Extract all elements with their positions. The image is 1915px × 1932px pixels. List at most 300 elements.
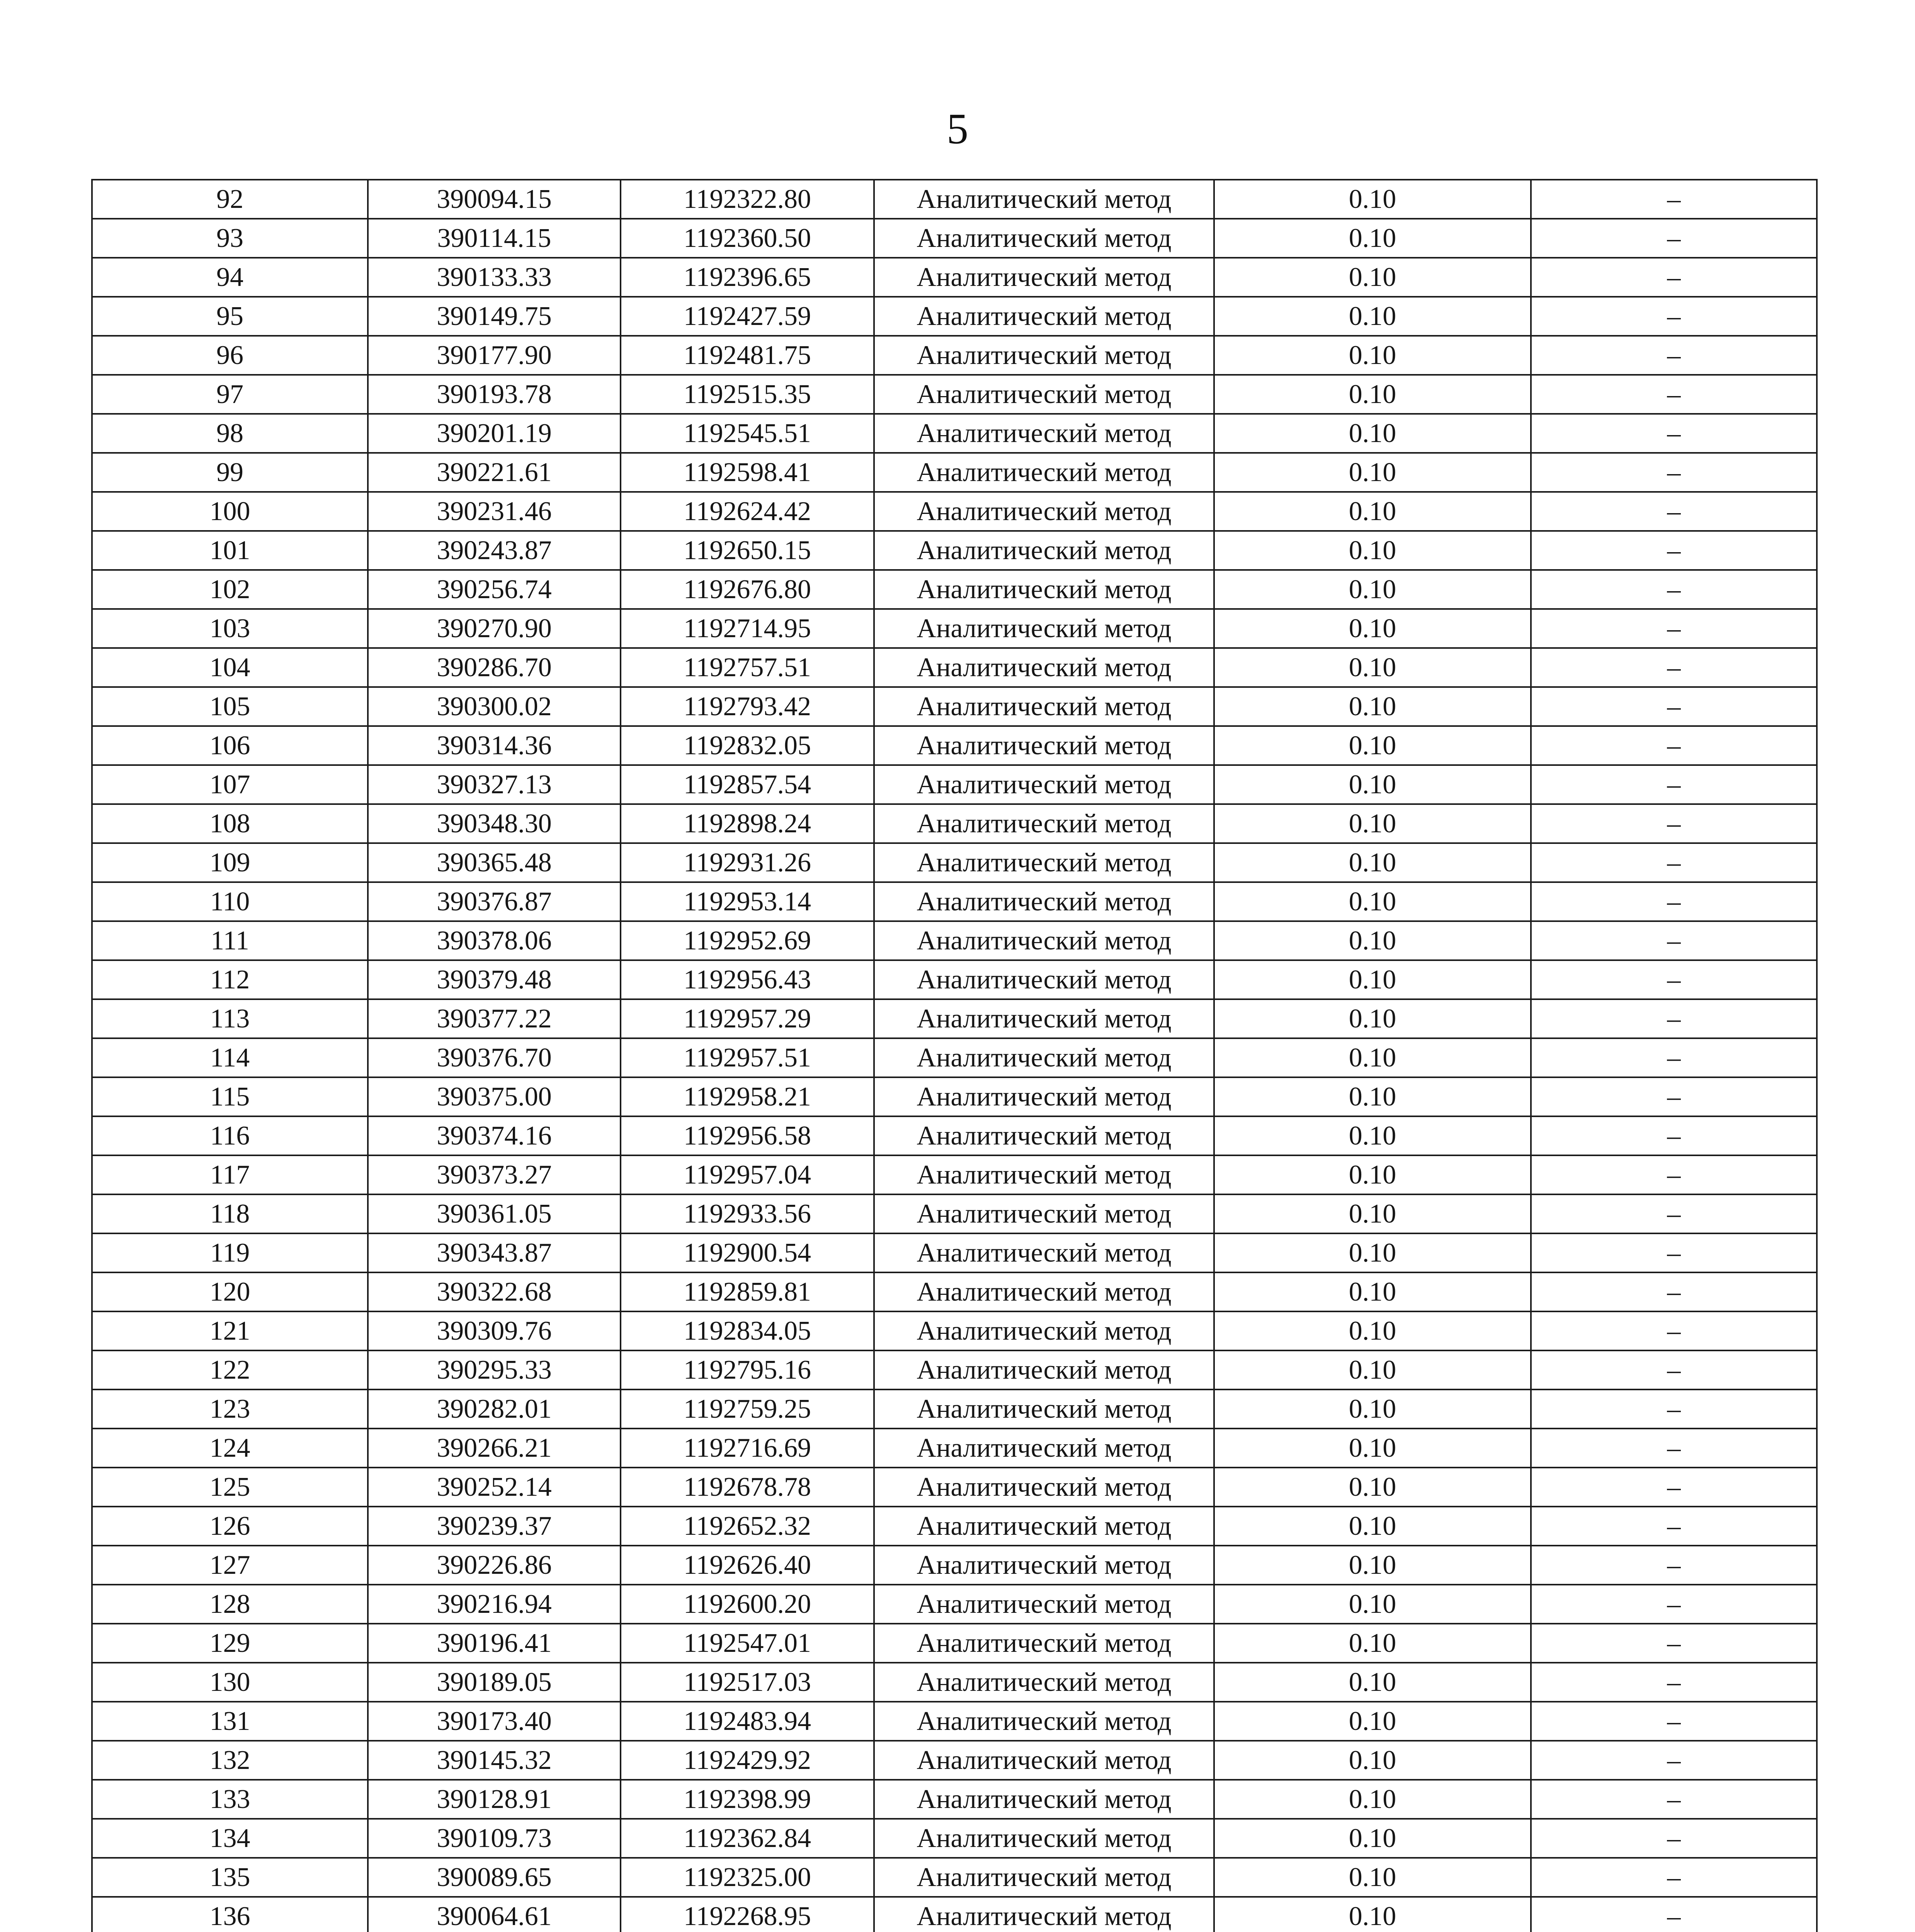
table-row — [92, 1546, 1817, 1585]
table-row — [92, 297, 1817, 336]
point-number-cell: 120 — [92, 1272, 368, 1311]
y-coordinate-cell: 1192398.99 — [621, 1780, 874, 1819]
method-cell: Аналитический метод — [874, 843, 1214, 882]
accuracy-cell: 0.10 — [1214, 1507, 1531, 1546]
point-number-cell: 110 — [92, 882, 368, 921]
point-number-cell: 109 — [92, 843, 368, 882]
table-row — [92, 1116, 1817, 1155]
point-number-cell: 96 — [92, 336, 368, 375]
point-number-cell: 114 — [92, 1038, 368, 1077]
x-coordinate-cell: 390094.15 — [368, 180, 621, 219]
accuracy-cell: 0.10 — [1214, 414, 1531, 453]
y-coordinate-cell: 1192956.58 — [621, 1116, 874, 1155]
method-cell: Аналитический метод — [874, 1468, 1214, 1507]
point-number-cell: 94 — [92, 258, 368, 297]
x-coordinate-cell: 390243.87 — [368, 531, 621, 570]
point-number-cell: 121 — [92, 1311, 368, 1350]
x-coordinate-cell: 390379.48 — [368, 960, 621, 999]
method-cell: Аналитический метод — [874, 726, 1214, 765]
table-row — [92, 921, 1817, 960]
y-coordinate-cell: 1192956.43 — [621, 960, 874, 999]
note-cell: – — [1531, 375, 1817, 414]
table-row — [92, 1233, 1817, 1272]
x-coordinate-cell: 390327.13 — [368, 765, 621, 804]
note-cell: – — [1531, 1702, 1817, 1741]
x-coordinate-cell: 390309.76 — [368, 1311, 621, 1350]
note-cell: – — [1531, 258, 1817, 297]
table-row — [92, 1741, 1817, 1780]
x-coordinate-cell: 390226.86 — [368, 1546, 621, 1585]
point-number-cell: 104 — [92, 648, 368, 687]
method-cell: Аналитический метод — [874, 297, 1214, 336]
accuracy-cell: 0.10 — [1214, 1819, 1531, 1858]
method-cell: Аналитический метод — [874, 687, 1214, 726]
x-coordinate-cell: 390239.37 — [368, 1507, 621, 1546]
accuracy-cell: 0.10 — [1214, 375, 1531, 414]
note-cell: – — [1531, 1741, 1817, 1780]
accuracy-cell: 0.10 — [1214, 1429, 1531, 1468]
method-cell: Аналитический метод — [874, 1350, 1214, 1389]
method-cell: Аналитический метод — [874, 375, 1214, 414]
y-coordinate-cell: 1192714.95 — [621, 609, 874, 648]
x-coordinate-cell: 390282.01 — [368, 1389, 621, 1429]
note-cell: – — [1531, 843, 1817, 882]
x-coordinate-cell: 390196.41 — [368, 1624, 621, 1663]
table-row — [92, 1389, 1817, 1429]
method-cell: Аналитический метод — [874, 258, 1214, 297]
point-number-cell: 100 — [92, 492, 368, 531]
y-coordinate-cell: 1192598.41 — [621, 453, 874, 492]
table-row — [92, 1702, 1817, 1741]
y-coordinate-cell: 1192362.84 — [621, 1819, 874, 1858]
x-coordinate-cell: 390193.78 — [368, 375, 621, 414]
x-coordinate-cell: 390114.15 — [368, 219, 621, 258]
note-cell: – — [1531, 219, 1817, 258]
accuracy-cell: 0.10 — [1214, 336, 1531, 375]
method-cell: Аналитический метод — [874, 531, 1214, 570]
y-coordinate-cell: 1192857.54 — [621, 765, 874, 804]
point-number-cell: 126 — [92, 1507, 368, 1546]
note-cell: – — [1531, 687, 1817, 726]
x-coordinate-cell: 390375.00 — [368, 1077, 621, 1116]
x-coordinate-cell: 390365.48 — [368, 843, 621, 882]
y-coordinate-cell: 1192626.40 — [621, 1546, 874, 1585]
point-number-cell: 129 — [92, 1624, 368, 1663]
y-coordinate-cell: 1192268.95 — [621, 1897, 874, 1932]
note-cell: – — [1531, 1780, 1817, 1819]
note-cell: – — [1531, 1819, 1817, 1858]
y-coordinate-cell: 1192429.92 — [621, 1741, 874, 1780]
x-coordinate-cell: 390286.70 — [368, 648, 621, 687]
table-row — [92, 180, 1817, 219]
table-row — [92, 1194, 1817, 1233]
accuracy-cell: 0.10 — [1214, 687, 1531, 726]
note-cell: – — [1531, 1897, 1817, 1932]
accuracy-cell: 0.10 — [1214, 609, 1531, 648]
method-cell: Аналитический метод — [874, 180, 1214, 219]
method-cell: Аналитический метод — [874, 882, 1214, 921]
table-row — [92, 1585, 1817, 1624]
y-coordinate-cell: 1192795.16 — [621, 1350, 874, 1389]
point-number-cell: 123 — [92, 1389, 368, 1429]
accuracy-cell: 0.10 — [1214, 765, 1531, 804]
x-coordinate-cell: 390173.40 — [368, 1702, 621, 1741]
point-number-cell: 105 — [92, 687, 368, 726]
y-coordinate-cell: 1192600.20 — [621, 1585, 874, 1624]
note-cell: – — [1531, 1429, 1817, 1468]
accuracy-cell: 0.10 — [1214, 648, 1531, 687]
point-number-cell: 108 — [92, 804, 368, 843]
note-cell: – — [1531, 1311, 1817, 1350]
table-row — [92, 882, 1817, 921]
x-coordinate-cell: 390109.73 — [368, 1819, 621, 1858]
note-cell: – — [1531, 492, 1817, 531]
y-coordinate-cell: 1192900.54 — [621, 1233, 874, 1272]
note-cell: – — [1531, 1077, 1817, 1116]
y-coordinate-cell: 1192898.24 — [621, 804, 874, 843]
y-coordinate-cell: 1192652.32 — [621, 1507, 874, 1546]
accuracy-cell: 0.10 — [1214, 1741, 1531, 1780]
method-cell: Аналитический метод — [874, 804, 1214, 843]
table-row — [92, 999, 1817, 1038]
y-coordinate-cell: 1192325.00 — [621, 1858, 874, 1897]
note-cell: – — [1531, 960, 1817, 999]
x-coordinate-cell: 390314.36 — [368, 726, 621, 765]
point-number-cell: 117 — [92, 1155, 368, 1194]
method-cell: Аналитический метод — [874, 1389, 1214, 1429]
method-cell: Аналитический метод — [874, 1663, 1214, 1702]
table-row — [92, 804, 1817, 843]
accuracy-cell: 0.10 — [1214, 843, 1531, 882]
accuracy-cell: 0.10 — [1214, 921, 1531, 960]
table-row — [92, 648, 1817, 687]
method-cell: Аналитический метод — [874, 1233, 1214, 1272]
method-cell: Аналитический метод — [874, 1702, 1214, 1741]
y-coordinate-cell: 1192834.05 — [621, 1311, 874, 1350]
note-cell: – — [1531, 609, 1817, 648]
accuracy-cell: 0.10 — [1214, 1350, 1531, 1389]
table-row — [92, 336, 1817, 375]
method-cell: Аналитический метод — [874, 921, 1214, 960]
method-cell: Аналитический метод — [874, 648, 1214, 687]
y-coordinate-cell: 1192716.69 — [621, 1429, 874, 1468]
point-number-cell: 111 — [92, 921, 368, 960]
accuracy-cell: 0.10 — [1214, 1897, 1531, 1932]
accuracy-cell: 0.10 — [1214, 726, 1531, 765]
point-number-cell: 113 — [92, 999, 368, 1038]
y-coordinate-cell: 1192515.35 — [621, 375, 874, 414]
table-row — [92, 726, 1817, 765]
note-cell: – — [1531, 1389, 1817, 1429]
x-coordinate-cell: 390266.21 — [368, 1429, 621, 1468]
y-coordinate-cell: 1192957.29 — [621, 999, 874, 1038]
coordinates-table-body — [92, 180, 1817, 1932]
table-row — [92, 414, 1817, 453]
method-cell: Аналитический метод — [874, 414, 1214, 453]
accuracy-cell: 0.10 — [1214, 1468, 1531, 1507]
y-coordinate-cell: 1192933.56 — [621, 1194, 874, 1233]
accuracy-cell: 0.10 — [1214, 1546, 1531, 1585]
x-coordinate-cell: 390064.61 — [368, 1897, 621, 1932]
point-number-cell: 124 — [92, 1429, 368, 1468]
point-number-cell: 130 — [92, 1663, 368, 1702]
y-coordinate-cell: 1192427.59 — [621, 297, 874, 336]
x-coordinate-cell: 390377.22 — [368, 999, 621, 1038]
point-number-cell: 107 — [92, 765, 368, 804]
point-number-cell: 98 — [92, 414, 368, 453]
note-cell: – — [1531, 180, 1817, 219]
point-number-cell: 112 — [92, 960, 368, 999]
note-cell: – — [1531, 531, 1817, 570]
method-cell: Аналитический метод — [874, 960, 1214, 999]
x-coordinate-cell: 390252.14 — [368, 1468, 621, 1507]
accuracy-cell: 0.10 — [1214, 180, 1531, 219]
x-coordinate-cell: 390373.27 — [368, 1155, 621, 1194]
note-cell: – — [1531, 1233, 1817, 1272]
y-coordinate-cell: 1192957.04 — [621, 1155, 874, 1194]
method-cell: Аналитический метод — [874, 999, 1214, 1038]
table-row — [92, 1819, 1817, 1858]
y-coordinate-cell: 1192953.14 — [621, 882, 874, 921]
method-cell: Аналитический метод — [874, 1155, 1214, 1194]
note-cell: – — [1531, 726, 1817, 765]
method-cell: Аналитический метод — [874, 492, 1214, 531]
note-cell: – — [1531, 882, 1817, 921]
note-cell: – — [1531, 570, 1817, 609]
point-number-cell: 128 — [92, 1585, 368, 1624]
point-number-cell: 95 — [92, 297, 368, 336]
y-coordinate-cell: 1192759.25 — [621, 1389, 874, 1429]
x-coordinate-cell: 390201.19 — [368, 414, 621, 453]
method-cell: Аналитический метод — [874, 765, 1214, 804]
method-cell: Аналитический метод — [874, 1194, 1214, 1233]
note-cell: – — [1531, 1585, 1817, 1624]
accuracy-cell: 0.10 — [1214, 1233, 1531, 1272]
note-cell: – — [1531, 1272, 1817, 1311]
accuracy-cell: 0.10 — [1214, 1272, 1531, 1311]
note-cell: – — [1531, 414, 1817, 453]
x-coordinate-cell: 390270.90 — [368, 609, 621, 648]
accuracy-cell: 0.10 — [1214, 1702, 1531, 1741]
point-number-cell: 99 — [92, 453, 368, 492]
table-row — [92, 453, 1817, 492]
x-coordinate-cell: 390128.91 — [368, 1780, 621, 1819]
point-number-cell: 97 — [92, 375, 368, 414]
accuracy-cell: 0.10 — [1214, 297, 1531, 336]
accuracy-cell: 0.10 — [1214, 453, 1531, 492]
x-coordinate-cell: 390177.90 — [368, 336, 621, 375]
point-number-cell: 122 — [92, 1350, 368, 1389]
x-coordinate-cell: 390133.33 — [368, 258, 621, 297]
x-coordinate-cell: 390361.05 — [368, 1194, 621, 1233]
table-row — [92, 531, 1817, 570]
table-row — [92, 1077, 1817, 1116]
x-coordinate-cell: 390189.05 — [368, 1663, 621, 1702]
note-cell: – — [1531, 765, 1817, 804]
point-number-cell: 125 — [92, 1468, 368, 1507]
page-number: 5 — [947, 105, 968, 153]
accuracy-cell: 0.10 — [1214, 1194, 1531, 1233]
y-coordinate-cell: 1192481.75 — [621, 336, 874, 375]
accuracy-cell: 0.10 — [1214, 999, 1531, 1038]
table-row — [92, 843, 1817, 882]
point-number-cell: 115 — [92, 1077, 368, 1116]
table-row — [92, 609, 1817, 648]
accuracy-cell: 0.10 — [1214, 1780, 1531, 1819]
table-row — [92, 1429, 1817, 1468]
method-cell: Аналитический метод — [874, 1272, 1214, 1311]
note-cell: – — [1531, 1546, 1817, 1585]
method-cell: Аналитический метод — [874, 1077, 1214, 1116]
y-coordinate-cell: 1192957.51 — [621, 1038, 874, 1077]
x-coordinate-cell: 390348.30 — [368, 804, 621, 843]
note-cell: – — [1531, 999, 1817, 1038]
accuracy-cell: 0.10 — [1214, 1389, 1531, 1429]
method-cell: Аналитический метод — [874, 1897, 1214, 1932]
y-coordinate-cell: 1192676.80 — [621, 570, 874, 609]
note-cell: – — [1531, 336, 1817, 375]
accuracy-cell: 0.10 — [1214, 1311, 1531, 1350]
table-row — [92, 1038, 1817, 1077]
x-coordinate-cell: 390300.02 — [368, 687, 621, 726]
point-number-cell: 101 — [92, 531, 368, 570]
method-cell: Аналитический метод — [874, 570, 1214, 609]
table-row — [92, 1311, 1817, 1350]
accuracy-cell: 0.10 — [1214, 1077, 1531, 1116]
y-coordinate-cell: 1192517.03 — [621, 1663, 874, 1702]
x-coordinate-cell: 390221.61 — [368, 453, 621, 492]
accuracy-cell: 0.10 — [1214, 1858, 1531, 1897]
x-coordinate-cell: 390322.68 — [368, 1272, 621, 1311]
table-row — [92, 960, 1817, 999]
accuracy-cell: 0.10 — [1214, 1663, 1531, 1702]
table-row — [92, 1780, 1817, 1819]
note-cell: – — [1531, 1194, 1817, 1233]
table-row — [92, 1350, 1817, 1389]
y-coordinate-cell: 1192958.21 — [621, 1077, 874, 1116]
point-number-cell: 119 — [92, 1233, 368, 1272]
accuracy-cell: 0.10 — [1214, 1585, 1531, 1624]
accuracy-cell: 0.10 — [1214, 1116, 1531, 1155]
note-cell: – — [1531, 1624, 1817, 1663]
method-cell: Аналитический метод — [874, 336, 1214, 375]
note-cell: – — [1531, 1507, 1817, 1546]
x-coordinate-cell: 390374.16 — [368, 1116, 621, 1155]
point-number-cell: 103 — [92, 609, 368, 648]
table-row — [92, 1663, 1817, 1702]
point-number-cell: 116 — [92, 1116, 368, 1155]
method-cell: Аналитический метод — [874, 1624, 1214, 1663]
note-cell: – — [1531, 1858, 1817, 1897]
method-cell: Аналитический метод — [874, 1741, 1214, 1780]
method-cell: Аналитический метод — [874, 1311, 1214, 1350]
point-number-cell: 134 — [92, 1819, 368, 1858]
x-coordinate-cell: 390295.33 — [368, 1350, 621, 1389]
note-cell: – — [1531, 648, 1817, 687]
table-row — [92, 219, 1817, 258]
point-number-cell: 131 — [92, 1702, 368, 1741]
y-coordinate-cell: 1192483.94 — [621, 1702, 874, 1741]
table-row — [92, 492, 1817, 531]
y-coordinate-cell: 1192757.51 — [621, 648, 874, 687]
table-row — [92, 1507, 1817, 1546]
point-number-cell: 127 — [92, 1546, 368, 1585]
accuracy-cell: 0.10 — [1214, 960, 1531, 999]
y-coordinate-cell: 1192547.01 — [621, 1624, 874, 1663]
method-cell: Аналитический метод — [874, 453, 1214, 492]
method-cell: Аналитический метод — [874, 1429, 1214, 1468]
coordinates-table — [91, 179, 1818, 1932]
note-cell: – — [1531, 297, 1817, 336]
table-row — [92, 1624, 1817, 1663]
y-coordinate-cell: 1192396.65 — [621, 258, 874, 297]
point-number-cell: 92 — [92, 180, 368, 219]
table-row — [92, 1897, 1817, 1932]
note-cell: – — [1531, 1663, 1817, 1702]
point-number-cell: 133 — [92, 1780, 368, 1819]
method-cell: Аналитический метод — [874, 1038, 1214, 1077]
method-cell: Аналитический метод — [874, 1819, 1214, 1858]
table-row — [92, 1272, 1817, 1311]
y-coordinate-cell: 1192322.80 — [621, 180, 874, 219]
x-coordinate-cell: 390149.75 — [368, 297, 621, 336]
x-coordinate-cell: 390145.32 — [368, 1741, 621, 1780]
x-coordinate-cell: 390256.74 — [368, 570, 621, 609]
table-row — [92, 687, 1817, 726]
y-coordinate-cell: 1192545.51 — [621, 414, 874, 453]
point-number-cell: 118 — [92, 1194, 368, 1233]
accuracy-cell: 0.10 — [1214, 258, 1531, 297]
method-cell: Аналитический метод — [874, 219, 1214, 258]
point-number-cell: 136 — [92, 1897, 368, 1932]
table-row — [92, 1858, 1817, 1897]
method-cell: Аналитический метод — [874, 1507, 1214, 1546]
y-coordinate-cell: 1192793.42 — [621, 687, 874, 726]
x-coordinate-cell: 390343.87 — [368, 1233, 621, 1272]
note-cell: – — [1531, 1038, 1817, 1077]
table-row — [92, 1155, 1817, 1194]
point-number-cell: 93 — [92, 219, 368, 258]
x-coordinate-cell: 390216.94 — [368, 1585, 621, 1624]
point-number-cell: 135 — [92, 1858, 368, 1897]
y-coordinate-cell: 1192624.42 — [621, 492, 874, 531]
point-number-cell: 132 — [92, 1741, 368, 1780]
note-cell: – — [1531, 804, 1817, 843]
y-coordinate-cell: 1192931.26 — [621, 843, 874, 882]
y-coordinate-cell: 1192650.15 — [621, 531, 874, 570]
accuracy-cell: 0.10 — [1214, 219, 1531, 258]
y-coordinate-cell: 1192832.05 — [621, 726, 874, 765]
table-row — [92, 765, 1817, 804]
method-cell: Аналитический метод — [874, 1116, 1214, 1155]
x-coordinate-cell: 390376.70 — [368, 1038, 621, 1077]
accuracy-cell: 0.10 — [1214, 804, 1531, 843]
method-cell: Аналитический метод — [874, 1585, 1214, 1624]
note-cell: – — [1531, 1468, 1817, 1507]
note-cell: – — [1531, 1155, 1817, 1194]
point-number-cell: 102 — [92, 570, 368, 609]
method-cell: Аналитический метод — [874, 1780, 1214, 1819]
note-cell: – — [1531, 453, 1817, 492]
y-coordinate-cell: 1192360.50 — [621, 219, 874, 258]
accuracy-cell: 0.10 — [1214, 531, 1531, 570]
accuracy-cell: 0.10 — [1214, 1624, 1531, 1663]
method-cell: Аналитический метод — [874, 1546, 1214, 1585]
table-row — [92, 258, 1817, 297]
x-coordinate-cell: 390231.46 — [368, 492, 621, 531]
table-row — [92, 1468, 1817, 1507]
x-coordinate-cell: 390376.87 — [368, 882, 621, 921]
